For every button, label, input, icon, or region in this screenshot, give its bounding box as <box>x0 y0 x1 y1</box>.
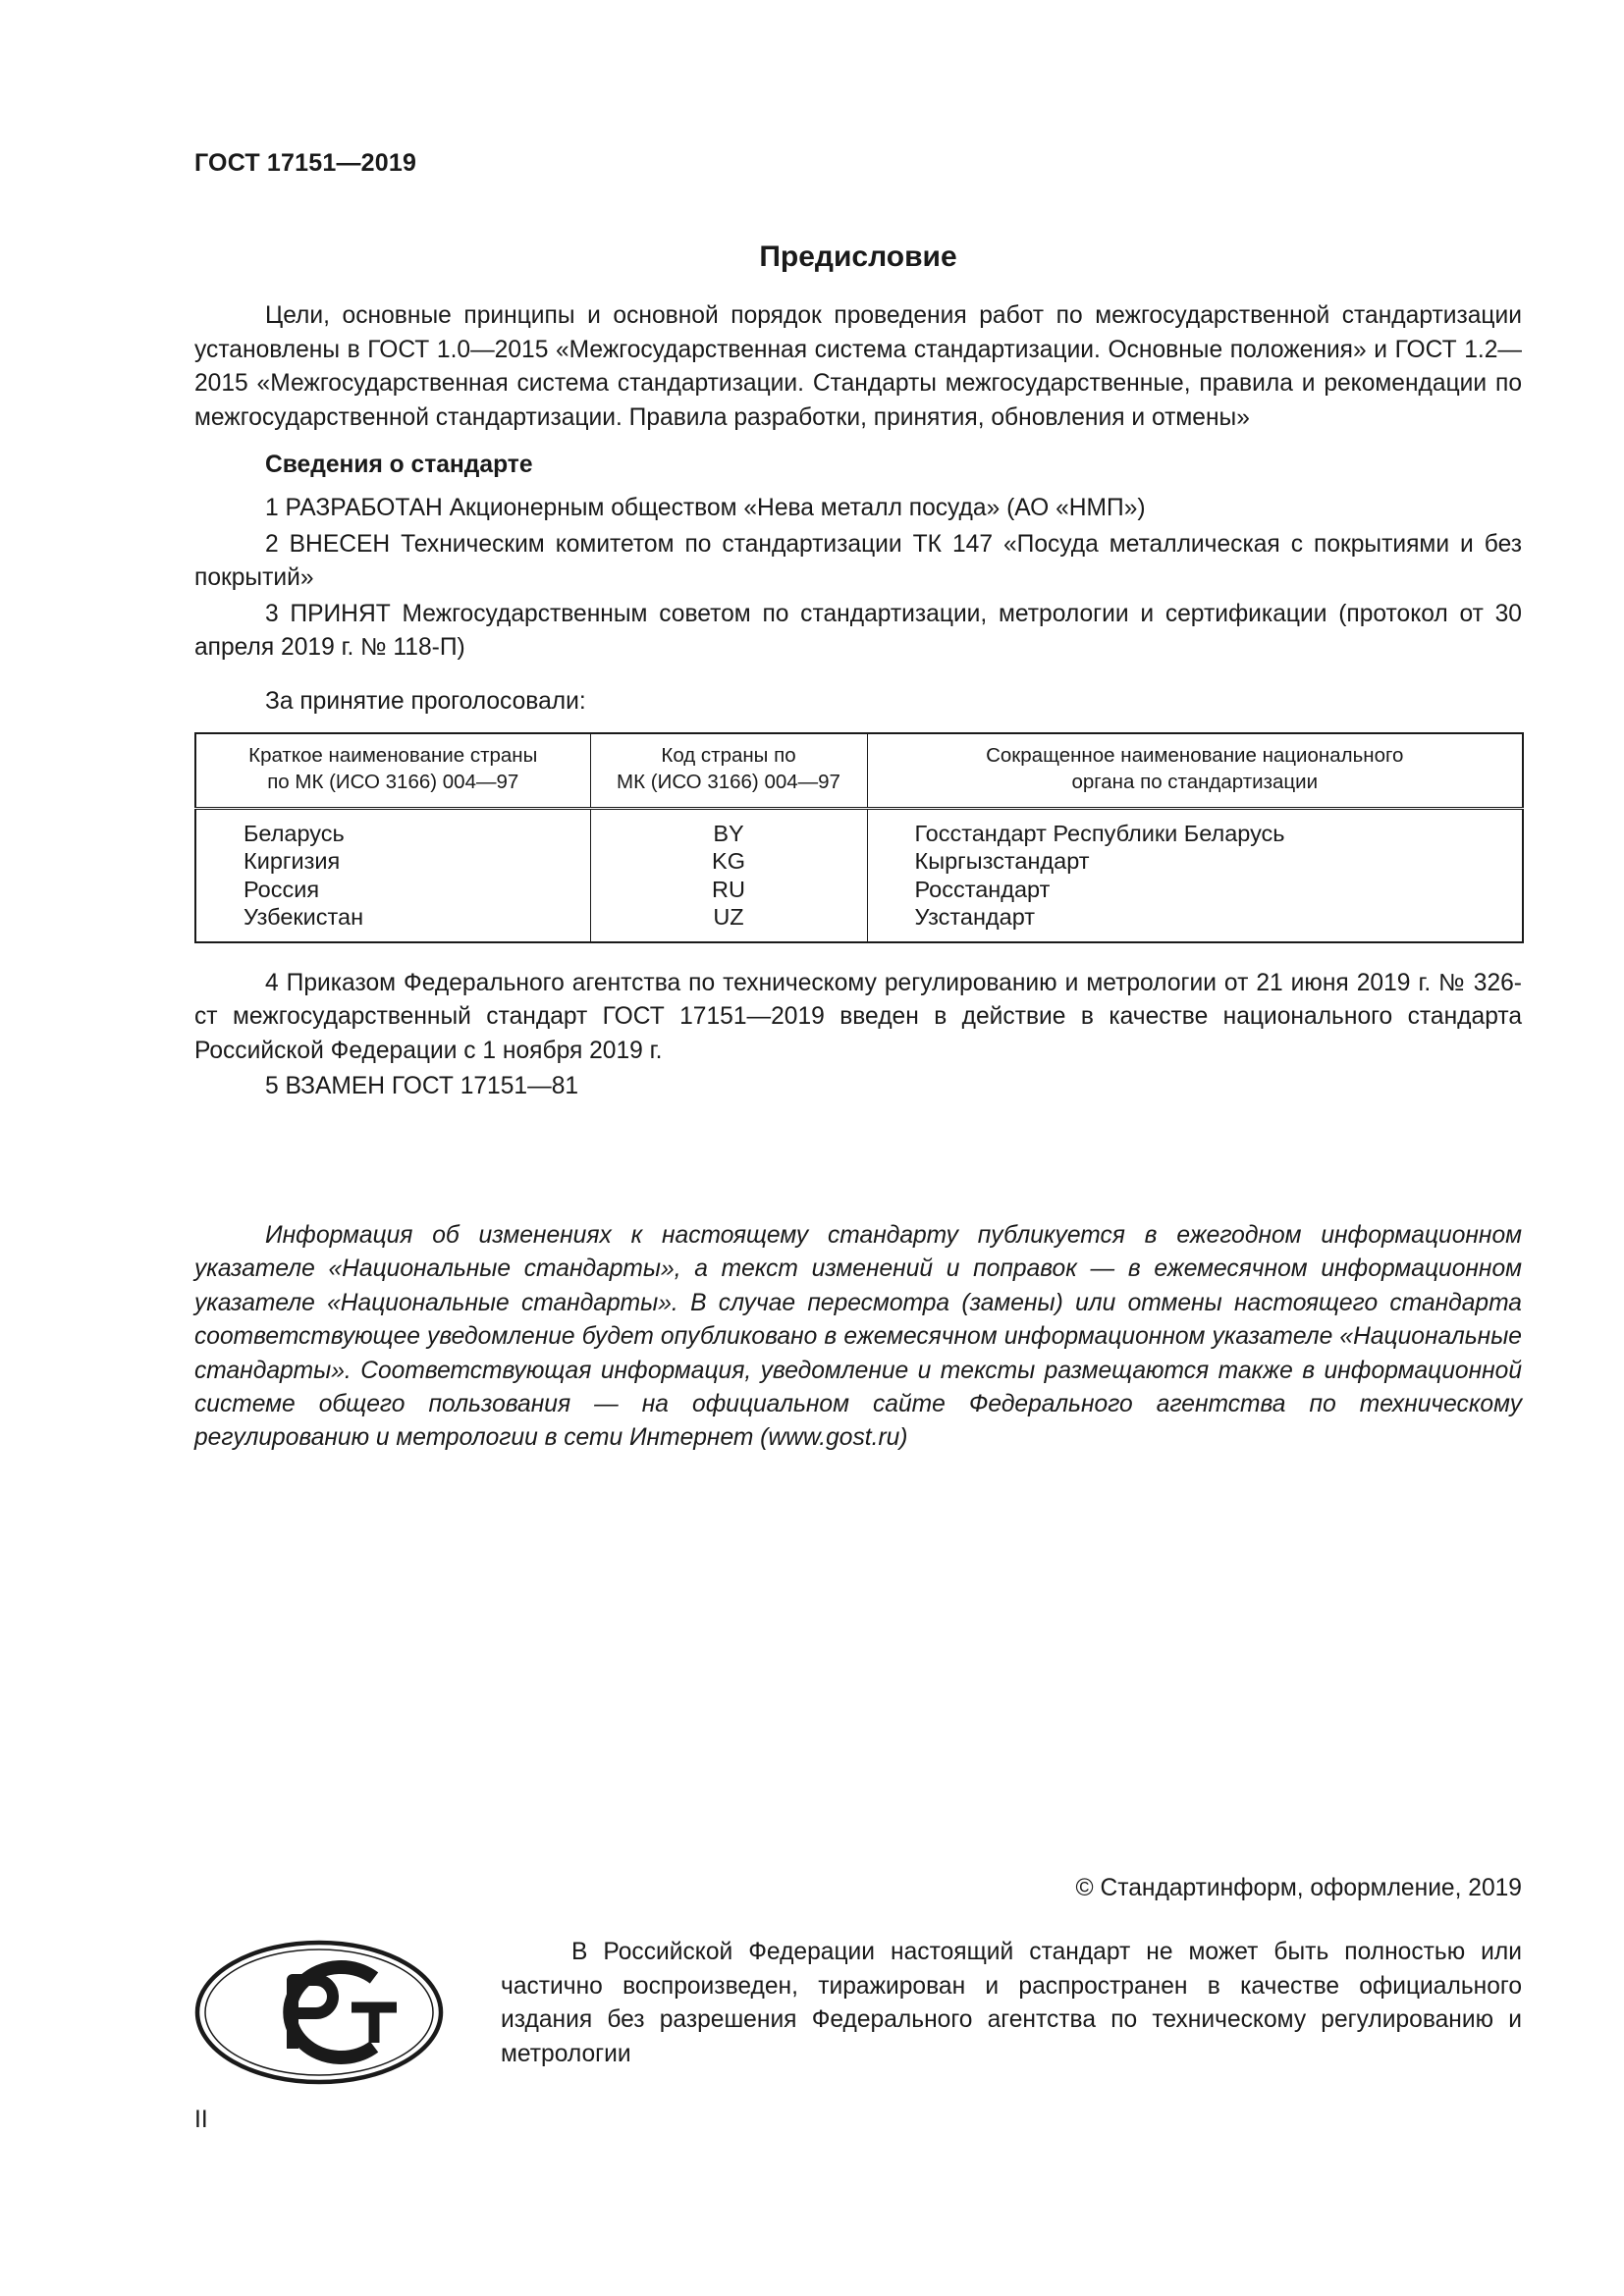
info-items-after-table <box>194 967 1522 1104</box>
rst-logo-svg <box>194 1939 444 2086</box>
rst-conformity-mark-icon <box>194 1939 444 2086</box>
column-header-line: органа по стандартизации <box>1071 770 1319 793</box>
table-row <box>195 903 1523 942</box>
code-cell: BY <box>590 808 867 847</box>
country-cell: Киргизия <box>195 847 590 876</box>
table-row <box>195 808 1523 847</box>
page-number: II <box>194 2107 208 2133</box>
intro-paragraph: Цели, основные принципы и основной порядок проведения работ по межгосударственной стандартизации установлены в ГОСТ 1.0—2015 «Межгосударственная система стандартизации. Основные положения» и ГОСТ 1.2—2015 «Межгосударственная система стандартизации. Стандарты межгосударственные, правила и рекомендации по межгосударственной стандартизации. Правила разработки, принятия, обновления и отмены» <box>194 302 1522 431</box>
table-header-row <box>195 733 1523 809</box>
country-cell: Узбекистан <box>195 903 590 942</box>
column-header-line: Код страны по <box>661 743 796 767</box>
column-header-line: Краткое наименование страны <box>248 743 538 767</box>
copyright-line: © Стандартинформ, оформление, 2019 <box>1075 1875 1522 1901</box>
voted-label: За принятие проголосовали: <box>265 687 586 715</box>
column-header-national-body <box>867 733 1523 809</box>
national-body-cell: Росстандарт <box>914 876 1051 902</box>
column-header-country <box>195 733 590 809</box>
country-cell: Россия <box>195 876 590 904</box>
info-item-3: 3 ПРИНЯТ Межгосударственным советом по стандартизации, метрологии и сертификации (протокол от 30 апреля 2019 г. № 118-П) <box>194 600 1522 661</box>
info-item-2: 2 ВНЕСЕН Техническим комитетом по стандартизации ТК 147 «Посуда металлическая с покрытиями и без покрытий» <box>194 530 1522 591</box>
changes-notice: Информация об изменениях к настоящему стандарту публикуется в ежегодном информационном указателе «Национальные стандарты», а текст изменений и поправок — в ежемесячном информационном указателе «Национальные стандарты». В случае пересмотра (замены) или отмены настоящего стандарта соответствующее уведомление будет опубликовано в ежемесячном информационном указателе «Национальные стандарты». Соответствующая информация, уведомление и тексты размещаются также в информационной системе общего пользования — на официальном сайте Федерального агентства по техническому регулированию и метрологии в сети Интернет (www.gost.ru) <box>194 1222 1522 1452</box>
info-item-5: 5 ВЗАМЕН ГОСТ 17151—81 <box>265 1073 579 1099</box>
table-row <box>195 876 1523 904</box>
info-item-4: 4 Приказом Федерального агентства по техническому регулированию и метрологии от 21 июня 2019 г. № 326-ст межгосударственный стандарт ГОСТ 17151—2019 введен в действие в качестве национального стандарта Российской Федерации с 1 ноября 2019 г. <box>194 969 1522 1064</box>
code-cell: RU <box>590 876 867 904</box>
column-header-line: Сокращенное наименование национального <box>986 743 1404 767</box>
column-header-line: по МК (ИСО 3166) 004—97 <box>267 770 519 793</box>
code-cell: KG <box>590 847 867 876</box>
national-body-cell: Кыргызстандарт <box>914 848 1090 874</box>
voting-table <box>194 732 1524 943</box>
national-body-cell: Госстандарт Республики Беларусь <box>914 820 1285 846</box>
reproduction-notice: В Российской Федерации настоящий стандарт не может быть полностью или частично воспроизведен, тиражирован и распространен в качестве официального издания без разрешения Федерального агентства по техническому регулированию и метрологии <box>501 1939 1522 2067</box>
table-row <box>195 847 1523 876</box>
info-section-title: Сведения о стандарте <box>265 452 533 478</box>
column-header-code <box>590 733 867 809</box>
page-title: Предисловие <box>759 240 957 273</box>
code-cell: UZ <box>590 903 867 942</box>
country-cell: Беларусь <box>195 808 590 847</box>
column-header-line: МК (ИСО 3166) 004—97 <box>617 770 840 793</box>
info-item-1: 1 РАЗРАБОТАН Акционерным обществом «Нева металл посуда» (АО «НМП») <box>265 495 1146 521</box>
national-body-cell: Узстандарт <box>914 904 1036 930</box>
document-page <box>194 149 1522 1106</box>
document-code: ГОСТ 17151—2019 <box>194 149 417 177</box>
